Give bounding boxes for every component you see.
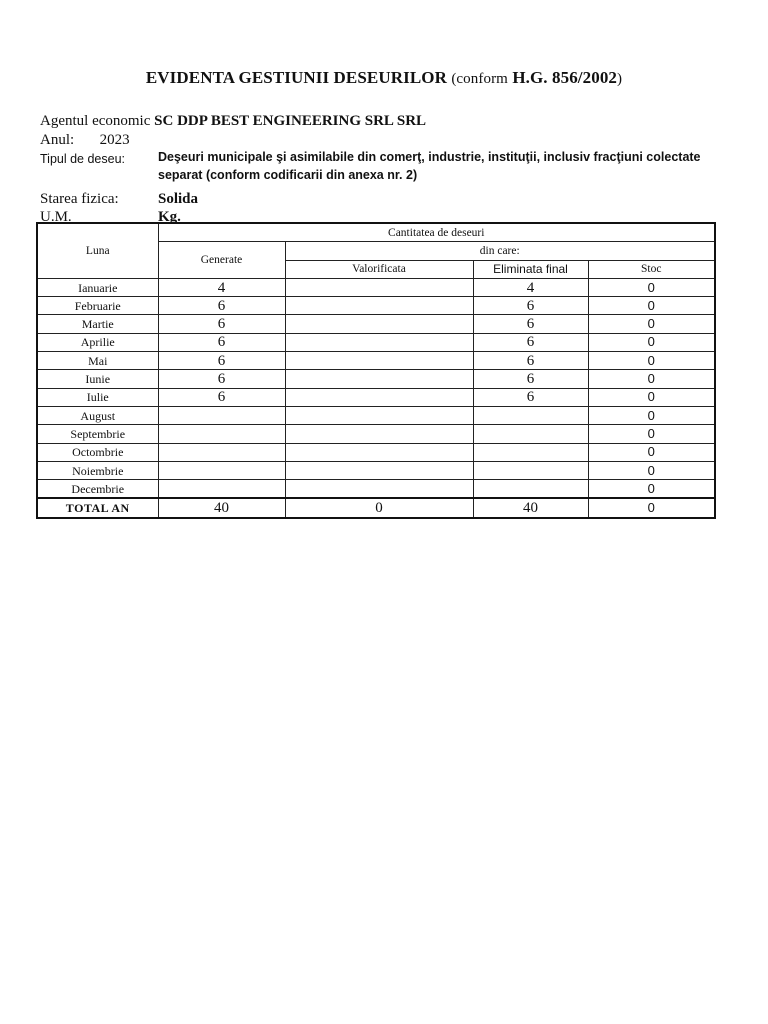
cell-generated: [158, 425, 285, 443]
table-row: [37, 315, 715, 333]
agent-label: Agentul economic: [40, 113, 151, 129]
header-waste-quantity: Cantitatea de deseuri: [158, 223, 715, 242]
state-label: Starea fizica:: [40, 191, 119, 207]
cell-eliminated: 6: [473, 352, 588, 370]
cell-eliminated: [473, 461, 588, 479]
cell-recovered: [285, 388, 473, 406]
cell-recovered: [285, 425, 473, 443]
total-eliminated: 40: [473, 498, 588, 517]
cell-month: Februarie: [37, 297, 158, 315]
table-total-row: [37, 498, 715, 517]
cell-recovered: [285, 443, 473, 461]
cell-month: Decembrie: [37, 480, 158, 499]
cell-stock: 0: [588, 388, 715, 406]
title-hg-reference: H.G. 856/2002: [512, 68, 618, 87]
cell-stock: 0: [588, 315, 715, 333]
title-close-paren: ): [617, 71, 623, 87]
agent-value: SC DDP BEST ENGINEERING SRL SRL: [154, 113, 427, 129]
cell-recovered: [285, 461, 473, 479]
cell-eliminated: [473, 480, 588, 499]
total-stock: 0: [588, 498, 715, 517]
year-row: [40, 132, 130, 149]
table-row: [37, 297, 715, 315]
cell-month: Martie: [37, 315, 158, 333]
cell-month: Iunie: [37, 370, 158, 388]
cell-stock: 0: [588, 333, 715, 351]
header-recovered: Valorificata: [285, 260, 473, 278]
cell-recovered: [285, 315, 473, 333]
state-value: Solida: [158, 191, 199, 207]
year-value: 2023: [99, 132, 130, 148]
cell-stock: 0: [588, 370, 715, 388]
waste-type-label: Tipul de deseu:: [40, 152, 126, 166]
table-row: [37, 352, 715, 370]
document-title: [0, 68, 768, 88]
cell-month: Septembrie: [37, 425, 158, 443]
table-row: [37, 370, 715, 388]
cell-eliminated: 6: [473, 388, 588, 406]
cell-eliminated: [473, 425, 588, 443]
cell-eliminated: [473, 443, 588, 461]
cell-stock: 0: [588, 352, 715, 370]
cell-stock: 0: [588, 278, 715, 296]
cell-eliminated: 6: [473, 315, 588, 333]
cell-eliminated: 4: [473, 278, 588, 296]
cell-month: Iulie: [37, 388, 158, 406]
cell-recovered: [285, 406, 473, 424]
cell-generated: [158, 406, 285, 424]
cell-month: Noiembrie: [37, 461, 158, 479]
cell-recovered: [285, 297, 473, 315]
state-row: [40, 191, 198, 208]
waste-type-value: Deşeuri municipale şi asimilabile din comerţ, industrie, instituţii, inclusiv fracţiuni colectate separat (conform codificarii din anexa nr. 2): [158, 150, 701, 182]
table-row: [37, 388, 715, 406]
title-conform: (conform: [451, 71, 508, 87]
cell-eliminated: 6: [473, 333, 588, 351]
table-row: [37, 425, 715, 443]
cell-recovered: [285, 352, 473, 370]
cell-stock: 0: [588, 443, 715, 461]
title-main: EVIDENTA GESTIUNII DESEURILOR: [145, 68, 447, 87]
cell-stock: 0: [588, 297, 715, 315]
header-eliminated: Eliminata final: [473, 260, 588, 278]
table-header-row-1: [37, 223, 715, 242]
um-label: U.M.: [40, 209, 72, 225]
header-of-which: din care:: [285, 242, 715, 260]
cell-eliminated: 6: [473, 370, 588, 388]
cell-stock: 0: [588, 480, 715, 499]
cell-generated: 6: [158, 370, 285, 388]
total-label: TOTAL AN: [37, 498, 158, 517]
cell-generated: 4: [158, 278, 285, 296]
cell-stock: 0: [588, 406, 715, 424]
um-value: Kg.: [158, 209, 181, 225]
cell-stock: 0: [588, 461, 715, 479]
cell-recovered: [285, 370, 473, 388]
cell-recovered: [285, 480, 473, 499]
cell-eliminated: 6: [473, 297, 588, 315]
table-row: [37, 406, 715, 424]
cell-month: Ianuarie: [37, 278, 158, 296]
cell-generated: 6: [158, 352, 285, 370]
table-row: [37, 461, 715, 479]
table-row: [37, 480, 715, 499]
cell-recovered: [285, 333, 473, 351]
header-stock: Stoc: [588, 260, 715, 278]
table-row: [37, 443, 715, 461]
header-generated: Generate: [158, 242, 285, 279]
year-label: Anul:: [40, 132, 75, 148]
table-row: [37, 278, 715, 296]
cell-generated: 6: [158, 388, 285, 406]
cell-eliminated: [473, 406, 588, 424]
cell-generated: [158, 461, 285, 479]
agent-row: [40, 113, 426, 130]
table-row: [37, 333, 715, 351]
cell-generated: 6: [158, 333, 285, 351]
cell-generated: 6: [158, 315, 285, 333]
cell-stock: 0: [588, 425, 715, 443]
cell-month: Octombrie: [37, 443, 158, 461]
total-recovered: 0: [285, 498, 473, 517]
cell-generated: [158, 480, 285, 499]
waste-table: [36, 222, 716, 519]
cell-generated: [158, 443, 285, 461]
cell-recovered: [285, 278, 473, 296]
header-month: Luna: [37, 223, 158, 278]
cell-month: August: [37, 406, 158, 424]
cell-generated: 6: [158, 297, 285, 315]
cell-month: Aprilie: [37, 333, 158, 351]
cell-month: Mai: [37, 352, 158, 370]
total-generated: 40: [158, 498, 285, 517]
